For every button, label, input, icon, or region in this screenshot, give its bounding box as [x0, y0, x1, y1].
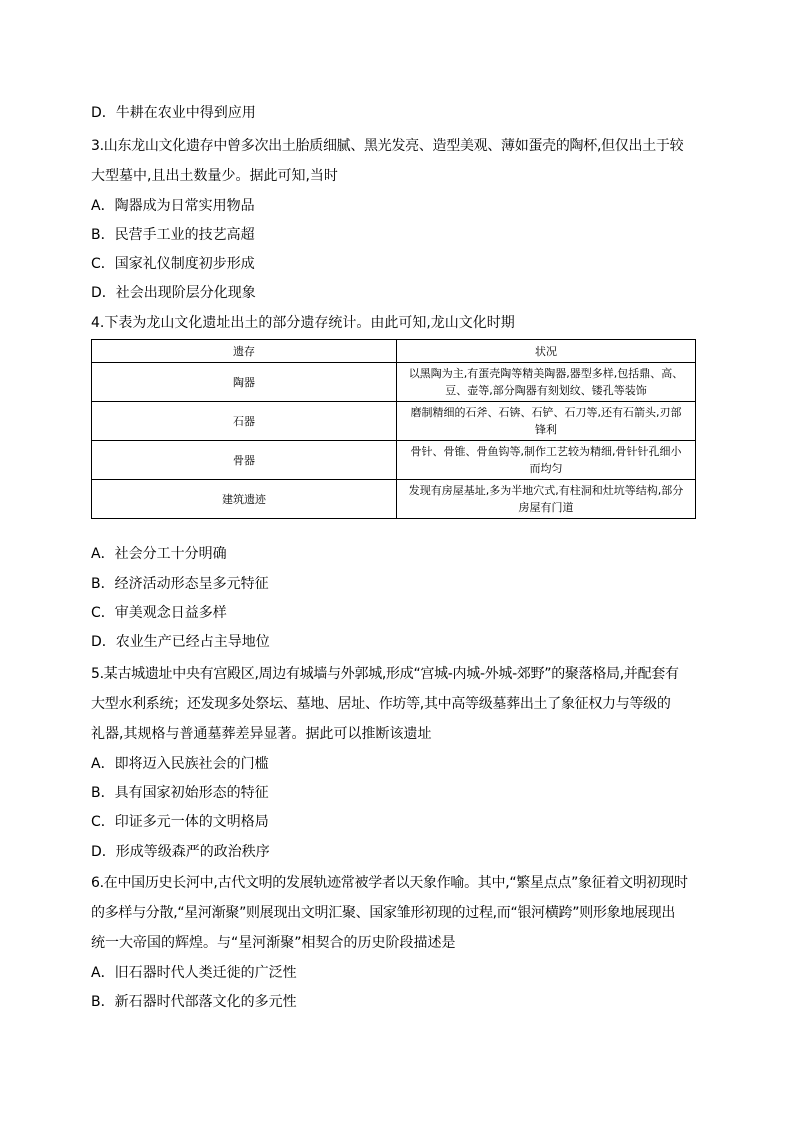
table-cell-desc [397, 441, 696, 480]
q3-option-d: D．社会出现阶层分化现象 [91, 285, 256, 301]
table-cell-item: 骨器 [92, 441, 397, 480]
table-header-relic: 遗存 [92, 340, 397, 363]
q3-option-c: C．国家礼仪制度初步形成 [91, 256, 255, 272]
q4-option-c: C．审美观念日益多样 [91, 605, 227, 621]
table-cell-item: 陶器 [92, 363, 397, 402]
q5-option-d: D．形成等级森严的政治秩序 [91, 844, 270, 860]
table-row [92, 363, 696, 402]
q5-option-b: B．具有国家初始形态的特征 [91, 785, 269, 801]
table-row [92, 402, 696, 441]
q4-option-a: A．社会分工十分明确 [91, 546, 227, 562]
table-row [92, 441, 696, 480]
desc-line: 以黑陶为主,有蛋壳陶等精美陶器,器型多样,包括鼎、高、 [408, 367, 684, 380]
relics-table [91, 339, 696, 519]
q3-option-a: A．陶器成为日常实用物品 [91, 198, 255, 214]
desc-line: 磨制精细的石斧、石锛、石铲、石刀等,还有石箭头,刃部 [410, 406, 682, 419]
table-header-status: 状况 [397, 340, 696, 363]
desc-line: 锋利 [535, 423, 557, 436]
q3-stem-line1: 3.山东龙山文化遗存中曾多次出土胎质细腻、黑光发亮、造型美观、薄如蛋壳的陶杯,但仅出土于较 [91, 138, 684, 154]
q3-stem-line2: 大型墓中,且出土数量少。据此可知,当时 [91, 168, 338, 184]
q5-stem-line2: 大型水利系统；还发现多处祭坛、墓地、居址、作坊等,其中高等级墓葬出土了象征权力与等级的 [91, 696, 671, 712]
desc-line: 发现有房屋基址,多为半地穴式,有柱洞和灶坑等结构,部分 [408, 484, 684, 497]
q5-option-a: A．即将迈入民族社会的门槛 [91, 756, 269, 772]
q5-stem-line1: 5.某古城遗址中央有宫殿区,周边有城墙与外郭城,形成“宫城-内城-外城-郊野”的聚落格局,并配套有 [91, 666, 679, 682]
q5-stem-line3: 礼器,其规格与普通墓葬差异显著。据此可以推断该遗址 [91, 726, 432, 742]
q6-stem-line3: 统一大帝国的辉煌。与“星河渐聚”相契合的历史阶段描述是 [91, 935, 456, 951]
q2-option-d: D．牛耕在农业中得到应用 [91, 105, 256, 121]
q6-option-a: A．旧石器时代人类迁徙的广泛性 [91, 965, 297, 981]
q4-option-d: D．农业生产已经占主导地位 [91, 634, 270, 650]
table-cell-item: 建筑遗迹 [92, 480, 397, 519]
table-cell-desc [397, 480, 696, 519]
q6-stem-line2: 的多样与分散,“星河渐聚”则展现出文明汇聚、国家雏形初现的过程,而“银河横跨”则形象地展现出 [91, 905, 676, 921]
desc-line: 房屋有门道 [518, 501, 574, 514]
q4-stem: 4.下表为龙山文化遗址出土的部分遗存统计。由此可知,龙山文化时期 [91, 315, 515, 331]
table-header-row [92, 340, 696, 363]
table-cell-item: 石器 [92, 402, 397, 441]
q6-stem-line1: 6.在中国历史长河中,古代文明的发展轨迹常被学者以天象作喻。其中,“繁星点点”象征着文明初现时 [91, 875, 688, 891]
desc-line: 而均匀 [529, 462, 563, 475]
desc-line: 骨针、骨锥、骨鱼钩等,制作工艺较为精细,骨针针孔细小 [410, 445, 682, 458]
table-cell-desc [397, 363, 696, 402]
q3-option-b: B．民营手工业的技艺高超 [91, 227, 255, 243]
q6-option-b: B．新石器时代部落文化的多元性 [91, 994, 297, 1010]
q5-option-c: C．印证多元一体的文明格局 [91, 814, 269, 830]
table-row [92, 480, 696, 519]
table-cell-desc [397, 402, 696, 441]
q4-option-b: B．经济活动形态呈多元特征 [91, 576, 269, 592]
desc-line: 豆、壶等,部分陶器有刻划纹、镂孔等装饰 [445, 384, 647, 397]
